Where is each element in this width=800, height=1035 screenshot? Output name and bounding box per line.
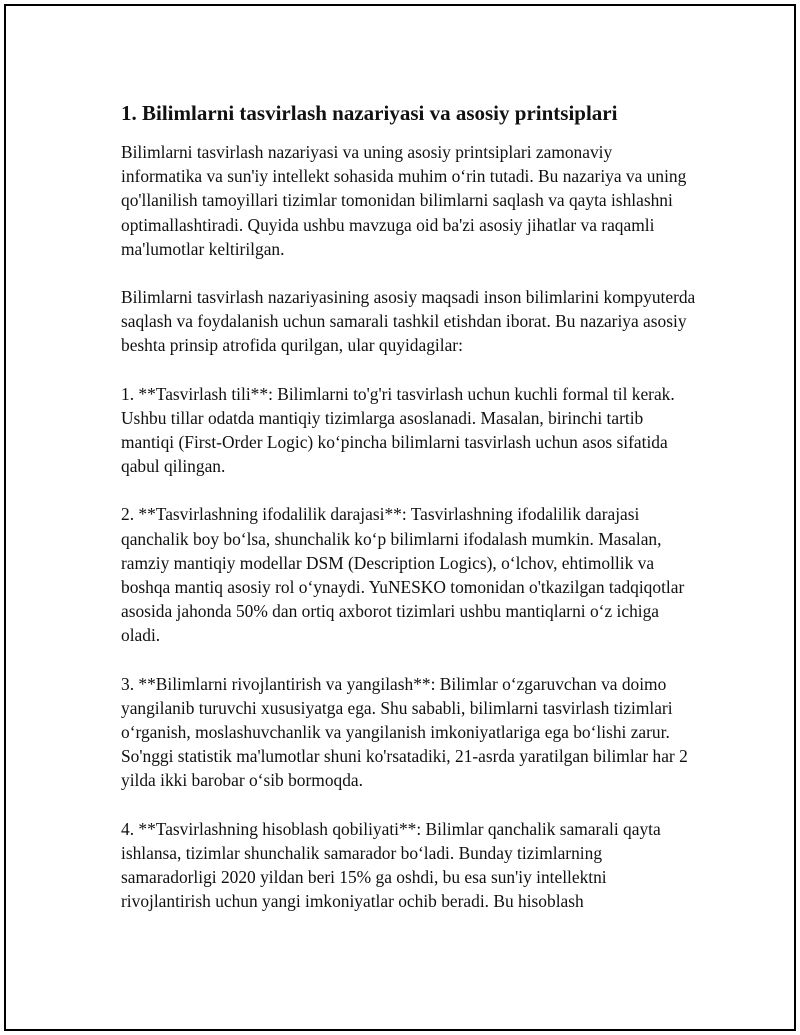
paragraph-intro: Bilimlarni tasvirlash nazariyasi va uning asosiy printsiplari zamonaviy informatika va sun'iy intellekt sohasida muhim o‘rin tutadi. Bu nazariya va uning qo'llanilish tamoyillari tizimlar tomonidan bilimlarni saqlash va qayta ishlashni optimallashtiradi. Quyida ushbu mavzuga oid ba'zi asosiy jihatlar va raqamli ma'lumotlar keltirilgan.	[121, 142, 687, 259]
paragraph-goal: Bilimlarni tasvirlash nazariyasining asosiy maqsadi inson bilimlarini kompyuterda saqlash va foydalanish uchun samarali tashkil etishdan iborat. Bu nazariya asosiy beshta prinsip atrofida qurilgan, ular quyidagilar:	[121, 287, 696, 356]
page-frame	[4, 4, 796, 1031]
paragraph-principle-3: 3. **Bilimlarni rivojlantirish va yangilash**: Bilimlar o‘zgaruvchan va doimo yangilanib turuvchi xususiyatga ega. Shu sababli, bilimlarni tasvirlash tizimlari o‘rganish, moslashuvchanlik va yangilanish imkoniyatlariga ega bo‘lishi zarur. So'nggi statistik ma'lumotlar shuni ko'rsatadiki, 21-asrda yaratilgan bilimlar har 2 yilda ikki barobar o‘sib bormoqda.	[121, 673, 688, 791]
paragraph-principle-2: 2. **Tasvirlashning ifodalilik darajasi**: Tasvirlashning ifodalilik darajasi qanchalik boy bo‘lsa, shunchalik ko‘p bilimlarni ifodalash mumkin. Masalan, ramziy mantiqiy modellar DSM (Description Logics), o‘lchov, ehtimollik va boshqa mantiq asosiy rol o‘ynaydi. YuNESKO tomonidan o'tkazilgan tadqiqotlar asosida jahonda 50% dan ortiq axborot tizimlari ushbu mantiqlarni o‘z ichiga oladi.	[121, 504, 685, 646]
document-body	[121, 98, 696, 937]
section-heading: 1. Bilimlarni tasvirlash nazariyasi va asosiy printsiplari	[121, 101, 618, 125]
paragraph-principle-4: 4. **Tasvirlashning hisoblash qobiliyati**: Bilimlar qanchalik samarali qayta ishlansa, tizimlar shunchalik samarador bo‘ladi. Bunday tizimlarning samaradorligi 2020 yildan beri 15% ga oshdi, bu esa sun'iy intellektni rivojlantirish uchun yangi imkoniyatlar ochib beradi. Bu hisoblash	[121, 818, 661, 912]
paragraph-principle-1: 1. **Tasvirlash tili**: Bilimlarni to'g'ri tasvirlash uchun kuchli formal til kerak. Ushbu tillar odatda mantiqiy tizimlarga asoslanadi. Masalan, birinchi tartib mantiqi (First-Order Logic) ko‘pincha bilimlarni tasvirlash uchun asos sifatida qabul qilingan.	[121, 383, 675, 477]
